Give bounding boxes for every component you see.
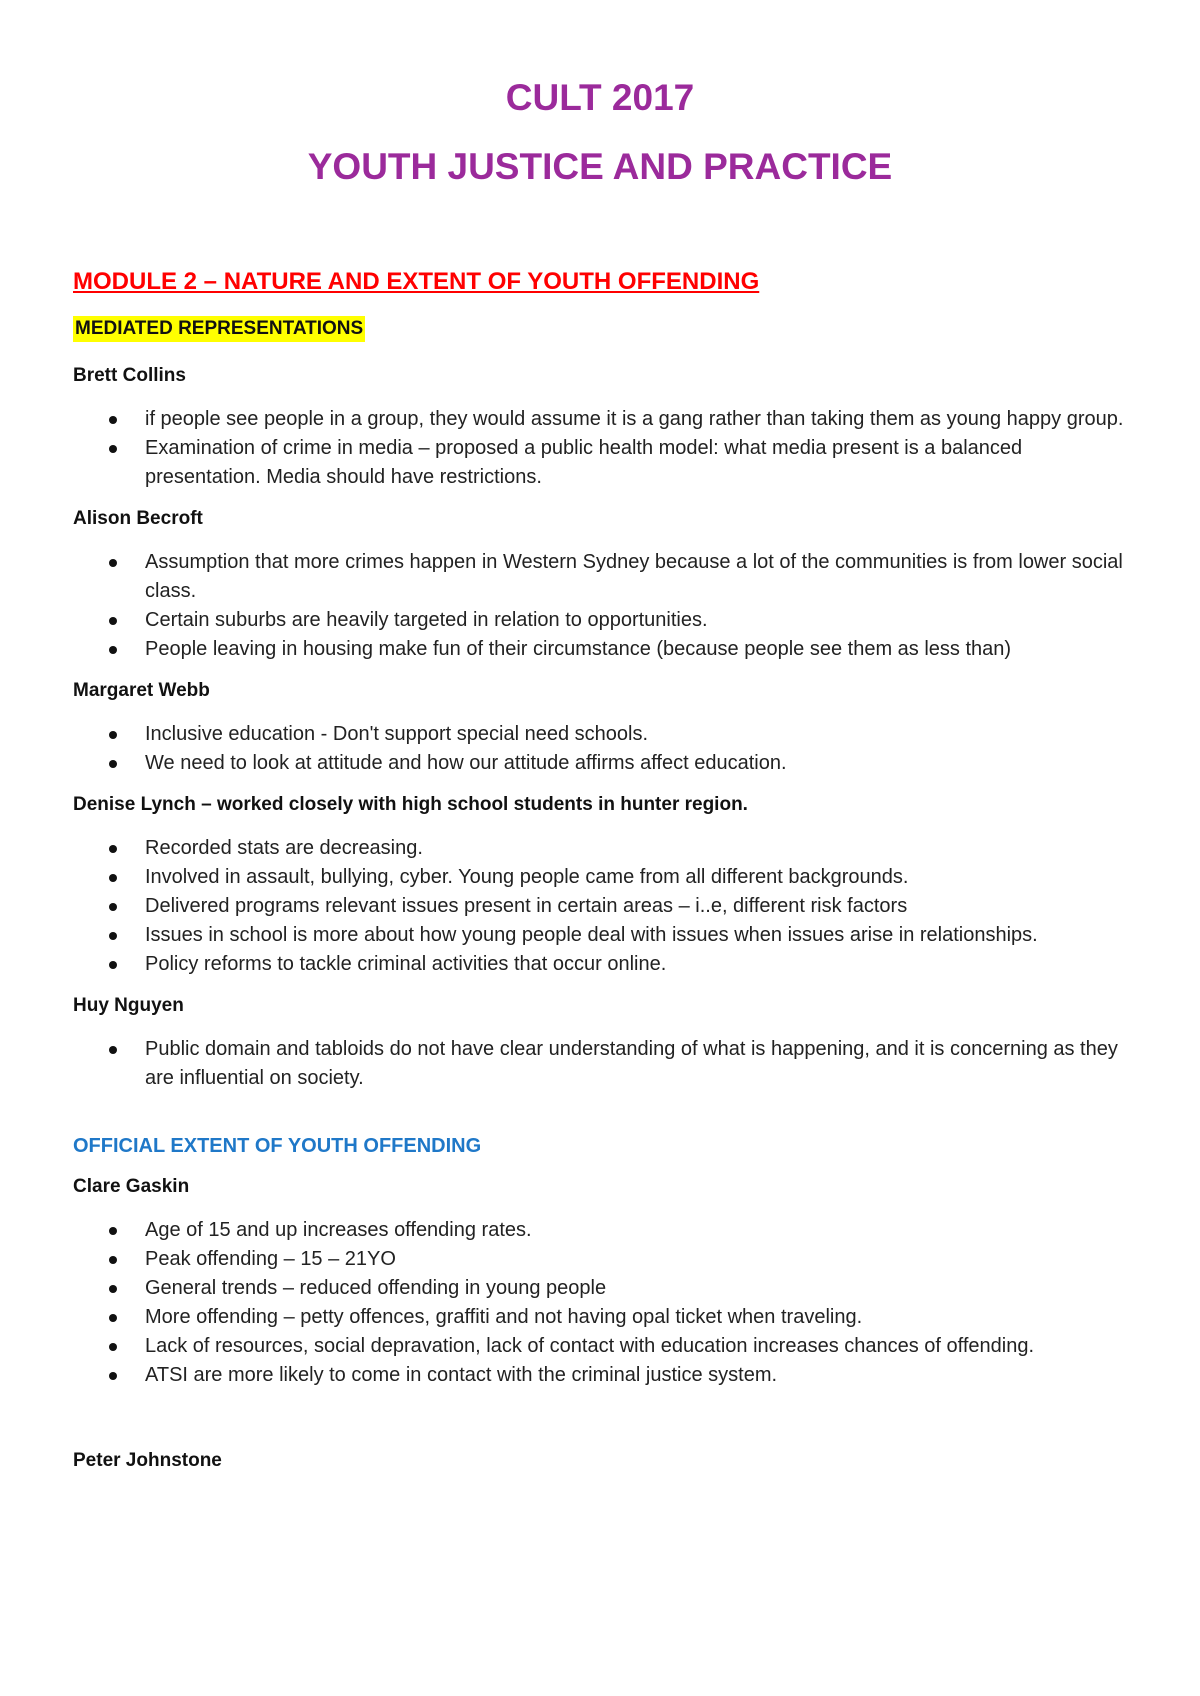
list-item: Involved in assault, bullying, cyber. Young people came from all different backgrounds. [73, 863, 1133, 892]
bullet-list [73, 720, 1133, 778]
person-name: Margaret Webb [73, 680, 210, 701]
bullet-icon [109, 1314, 117, 1322]
list-item: Policy reforms to tackle criminal activities that occur online. [73, 950, 1133, 979]
bullet-icon [109, 874, 117, 882]
person-name: Huy Nguyen [73, 995, 184, 1016]
bullet-icon [109, 731, 117, 739]
bullet-icon [109, 932, 117, 940]
bullet-icon [109, 416, 117, 424]
list-item: Lack of resources, social depravation, lack of contact with education increases chances of offending. [73, 1332, 1133, 1361]
list-item: if people see people in a group, they would assume it is a gang rather than taking them as young happy group. [73, 405, 1133, 434]
list-item: People leaving in housing make fun of their circumstance (because people see them as less than) [73, 635, 1133, 664]
bullet-icon [109, 445, 117, 453]
list-item: Age of 15 and up increases offending rates. [73, 1216, 1133, 1245]
list-item: Assumption that more crimes happen in Western Sydney because a lot of the communities is from lower social class. [73, 548, 1133, 606]
course-name-title: YOUTH JUSTICE AND PRACTICE [307, 146, 893, 187]
person-name: Denise Lynch – worked closely with high school students in hunter region. [73, 794, 748, 815]
bullet-list [73, 405, 1133, 492]
section-heading: OFFICIAL EXTENT OF YOUTH OFFENDING [73, 1135, 482, 1157]
list-item: Issues in school is more about how young people deal with issues when issues arise in relationships. [73, 921, 1133, 950]
list-item: Delivered programs relevant issues present in certain areas – i..e, different risk factors [73, 892, 1133, 921]
section-official-extent [73, 1093, 1133, 1474]
bullet-icon [109, 1372, 117, 1380]
list-item: Peak offending – 15 – 21YO [73, 1245, 1133, 1274]
bullet-icon [109, 646, 117, 654]
course-code-title: CULT 2017 [505, 77, 695, 118]
list-item: ATSI are more likely to come in contact with the criminal justice system. [73, 1361, 1133, 1390]
person-name: Brett Collins [73, 365, 186, 386]
bullet-icon [109, 1227, 117, 1235]
list-item: Inclusive education - Don't support special need schools. [73, 720, 1133, 749]
bullet-list [73, 1216, 1133, 1390]
bullet-list [73, 1035, 1133, 1093]
bullet-icon [109, 1046, 117, 1054]
bullet-list [73, 548, 1133, 664]
section-mediated-representations [73, 316, 1133, 1093]
list-item: General trends – reduced offending in young people [73, 1274, 1133, 1303]
document-body [73, 316, 1133, 1474]
list-item: Public domain and tabloids do not have clear understanding of what is happening, and it is concerning as they are influential on society. [73, 1035, 1133, 1093]
list-item: Examination of crime in media – proposed a public health model: what media present is a balanced presentation. Media should have restrictions. [73, 434, 1133, 492]
bullet-icon [109, 617, 117, 625]
section-heading: MEDIATED REPRESENTATIONS [73, 316, 365, 342]
person-name: Peter Johnstone [73, 1450, 222, 1471]
bullet-icon [109, 1256, 117, 1264]
bullet-list [73, 834, 1133, 979]
bullet-icon [109, 559, 117, 567]
module-heading: MODULE 2 – NATURE AND EXTENT OF YOUTH OFFENDING [73, 268, 760, 295]
person-name: Clare Gaskin [73, 1176, 190, 1197]
bullet-icon [109, 1343, 117, 1351]
list-item: More offending – petty offences, graffiti and not having opal ticket when traveling. [73, 1303, 1133, 1332]
list-item: We need to look at attitude and how our attitude affirms affect education. [73, 749, 1133, 778]
person-name: Alison Becroft [73, 508, 203, 529]
bullet-icon [109, 961, 117, 969]
bullet-icon [109, 903, 117, 911]
list-item: Recorded stats are decreasing. [73, 834, 1133, 863]
bullet-icon [109, 760, 117, 768]
bullet-icon [109, 845, 117, 853]
bullet-icon [109, 1285, 117, 1293]
list-item: Certain suburbs are heavily targeted in relation to opportunities. [73, 606, 1133, 635]
